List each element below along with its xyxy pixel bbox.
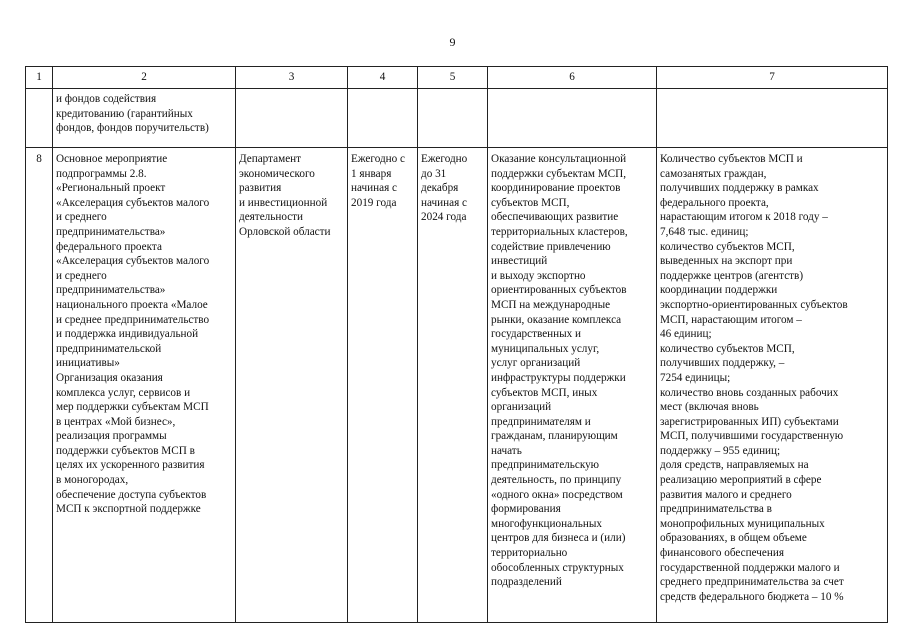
- cell-text-line: в центрах «Мой бизнес»,: [56, 415, 176, 428]
- cell-text-line: развития малого и среднего: [660, 488, 792, 501]
- cell-text-line: среднего предпринимательства за счет: [660, 576, 844, 589]
- cell-text-line: МСП, нарастающим итогом –: [660, 313, 802, 326]
- cell-text-line: получивших поддержку в рамках: [660, 182, 819, 195]
- cell-text-line: формирования: [491, 503, 561, 516]
- cell-text-line: территориально: [491, 547, 568, 560]
- cell-text-line: Оказание консультационной: [491, 153, 627, 165]
- cell-text-line: 7,648 тыс. единиц;: [660, 225, 749, 238]
- cell-text-line: в моногородах,: [56, 474, 129, 487]
- cell-text-line: и инвестиционной: [239, 196, 328, 209]
- header-cell: 6: [488, 67, 657, 89]
- cell-text-line: обеспечивающих развитие: [491, 211, 619, 224]
- cell-text-line: федерального проекта,: [660, 196, 769, 209]
- cell-text-line: Основное мероприятие: [56, 153, 168, 165]
- cell-text-line: многофункциональных: [491, 517, 602, 530]
- header-row: [26, 67, 888, 89]
- cell-text-line: количество субъектов МСП,: [660, 240, 795, 253]
- cell-text-line: декабря: [421, 182, 459, 195]
- cell-text-line: целях их ускоренного развития: [56, 459, 205, 472]
- header-cell: 3: [236, 67, 348, 89]
- cell-text-line: 46 единиц;: [660, 328, 712, 341]
- continuation-num-cell: [26, 89, 53, 148]
- cell-text-line: субъектов МСП, иных: [491, 386, 598, 399]
- cell-text-line: организаций: [491, 401, 552, 414]
- cell-text-line: монопрофильных муниципальных: [660, 517, 825, 530]
- continuation-row: [26, 89, 888, 148]
- cell-text-line: «Акселерация субъектов малого: [56, 255, 210, 268]
- cell-text-line: поддержку – 955 единиц;: [660, 444, 781, 457]
- cell-text-line: количество вновь созданных рабочих: [660, 386, 839, 399]
- cell-text-line: кредитованию (гарантийных: [56, 107, 193, 120]
- measure-cell: [53, 148, 236, 623]
- cell-text-line: предпринимательскую: [491, 459, 600, 472]
- continuation-empty-cell: [488, 89, 657, 148]
- cell-text-line: Орловской области: [239, 225, 331, 238]
- page-number: 9: [449, 35, 456, 49]
- cell-text-line: государственной поддержки малого и: [660, 561, 840, 574]
- cell-text-line: центров для бизнеса и (или): [491, 532, 626, 545]
- cell-text-line: национального проекта «Малое: [56, 298, 208, 311]
- cell-text-line: и фондов содействия: [56, 93, 157, 105]
- cell-text-line: образованиях, в общем объеме: [660, 532, 807, 545]
- cell-text-line: до 31: [421, 167, 447, 180]
- cell-text-line: фондов, фондов поручительств): [56, 122, 209, 135]
- cell-text-line: мер поддержки субъектам МСП: [56, 401, 209, 414]
- cell-text-line: предпринимательской: [56, 342, 162, 355]
- cell-text-line: МСП к экспортной поддержке: [56, 503, 201, 516]
- cell-text-line: комплекса услуг, сервисов и: [56, 386, 191, 399]
- cell-text-line: начиная с: [421, 196, 467, 209]
- end-date-cell: [418, 148, 488, 623]
- cell-text-line: самозанятых граждан,: [660, 167, 767, 180]
- header-cell: 2: [53, 67, 236, 89]
- indicators-cell: [657, 148, 888, 623]
- cell-text-line: экономического: [239, 167, 315, 180]
- cell-text-line: государственных и: [491, 328, 582, 341]
- cell-text-line: инфраструктуры поддержки: [491, 371, 626, 384]
- cell-text-line: начиная с: [351, 182, 397, 195]
- continuation-empty-cell: [418, 89, 488, 148]
- cell-text-line: муниципальных услуг,: [491, 342, 600, 355]
- cell-text-line: и выходу экспортно: [491, 269, 586, 282]
- cell-text-line: координирование проектов: [491, 182, 621, 195]
- cell-text-line: содействие привлечению: [491, 240, 611, 253]
- continuation-measure-cell: [53, 89, 236, 148]
- cell-text-line: рынки, оказание комплекса: [491, 313, 622, 326]
- cell-text-line: поддержки субъектам МСП,: [491, 167, 627, 180]
- cell-text-line: «Региональный проект: [56, 182, 166, 195]
- cell-text-line: предпринимательства»: [56, 225, 166, 238]
- cell-text-line: Ежегодно: [421, 153, 468, 165]
- cell-text-line: количество субъектов МСП,: [660, 342, 795, 355]
- cell-text-line: предпринимательства»: [56, 284, 166, 297]
- cell-text-line: нарастающим итогом к 2018 году –: [660, 211, 828, 224]
- header-cell: 7: [657, 67, 888, 89]
- cell-text-line: МСП на международные: [491, 298, 611, 311]
- cell-text-line: подпрограммы 2.8.: [56, 167, 147, 180]
- cell-text-line: 7254 единицы;: [660, 371, 731, 384]
- cell-text-line: реализацию мероприятий в сфере: [660, 474, 822, 487]
- cell-text-line: деятельность, по принципу: [491, 474, 622, 487]
- cell-text-line: обособленных структурных: [491, 561, 624, 574]
- cell-text-line: начать: [491, 444, 522, 457]
- cell-text-line: и среднего: [56, 269, 107, 282]
- row-number-cell: [26, 148, 53, 623]
- cell-text-line: деятельности: [239, 211, 304, 224]
- cell-text-line: и среднее предпринимательство: [56, 313, 210, 326]
- continuation-empty-cell: [348, 89, 418, 148]
- cell-text-line: услуг организаций: [491, 357, 581, 370]
- cell-text-line: инвестиций: [491, 255, 548, 268]
- cell-text-line: Количество субъектов МСП и: [660, 153, 803, 165]
- cell-text-line: территориальных кластеров,: [491, 225, 628, 238]
- cell-text-line: предпринимательства в: [660, 503, 772, 516]
- header-cell: 1: [26, 67, 53, 89]
- cell-text-line: развития: [239, 182, 282, 195]
- executor-cell: [236, 148, 348, 623]
- cell-text-line: «одного окна» посредством: [491, 488, 623, 501]
- cell-text-line: поддержки субъектов МСП в: [56, 444, 195, 457]
- cell-text-line: инициативы»: [56, 357, 120, 370]
- start-date-cell: [348, 148, 418, 623]
- cell-text-line: предпринимателям и: [491, 415, 591, 428]
- cell-text-line: и среднего: [56, 211, 107, 224]
- cell-text-line: поддержке центров (агентств): [660, 269, 804, 282]
- cell-text-line: ориентированных субъектов: [491, 284, 627, 297]
- cell-text-line: средств федерального бюджета – 10 %: [660, 590, 844, 603]
- cell-text-line: 2019 года: [351, 196, 397, 209]
- cell-text-line: Организация оказания: [56, 371, 163, 384]
- cell-text-line: реализация программы: [56, 430, 167, 443]
- cell-text-line: Ежегодно с: [351, 153, 405, 165]
- cell-text-line: «Акселерация субъектов малого: [56, 196, 210, 209]
- row-number: 8: [36, 153, 42, 165]
- cell-text-line: экспортно-ориентированных субъектов: [660, 298, 848, 311]
- cell-text-line: подразделений: [491, 576, 562, 589]
- cell-text-line: зарегистрированных ИП) субъектами: [660, 415, 839, 428]
- cell-text-line: 2024 года: [421, 211, 467, 224]
- description-cell: [488, 148, 657, 623]
- cell-text-line: обеспечение доступа субъектов: [56, 488, 207, 501]
- cell-text-line: координации поддержки: [660, 284, 778, 297]
- cell-text-line: Департамент: [239, 153, 302, 165]
- cell-text-line: 1 января: [351, 167, 392, 180]
- cell-text-line: доля средств, направляемых на: [660, 459, 809, 472]
- measures-table: [25, 66, 888, 623]
- table-row: [26, 148, 888, 623]
- cell-text-line: финансового обеспечения: [660, 547, 784, 560]
- cell-text-line: мест (включая вновь: [660, 401, 759, 414]
- header-cell: 4: [348, 67, 418, 89]
- cell-text-line: получивших поддержку, –: [660, 357, 785, 370]
- cell-text-line: МСП, получившими государственную: [660, 430, 844, 443]
- header-cell: 5: [418, 67, 488, 89]
- cell-text-line: федерального проекта: [56, 240, 162, 253]
- cell-text-line: и поддержка индивидуальной: [56, 328, 199, 341]
- continuation-empty-cell: [657, 89, 888, 148]
- cell-text-line: субъектов МСП,: [491, 196, 570, 209]
- continuation-empty-cell: [236, 89, 348, 148]
- cell-text-line: выведенных на экспорт при: [660, 255, 793, 268]
- cell-text-line: гражданам, планирующим: [491, 430, 618, 443]
